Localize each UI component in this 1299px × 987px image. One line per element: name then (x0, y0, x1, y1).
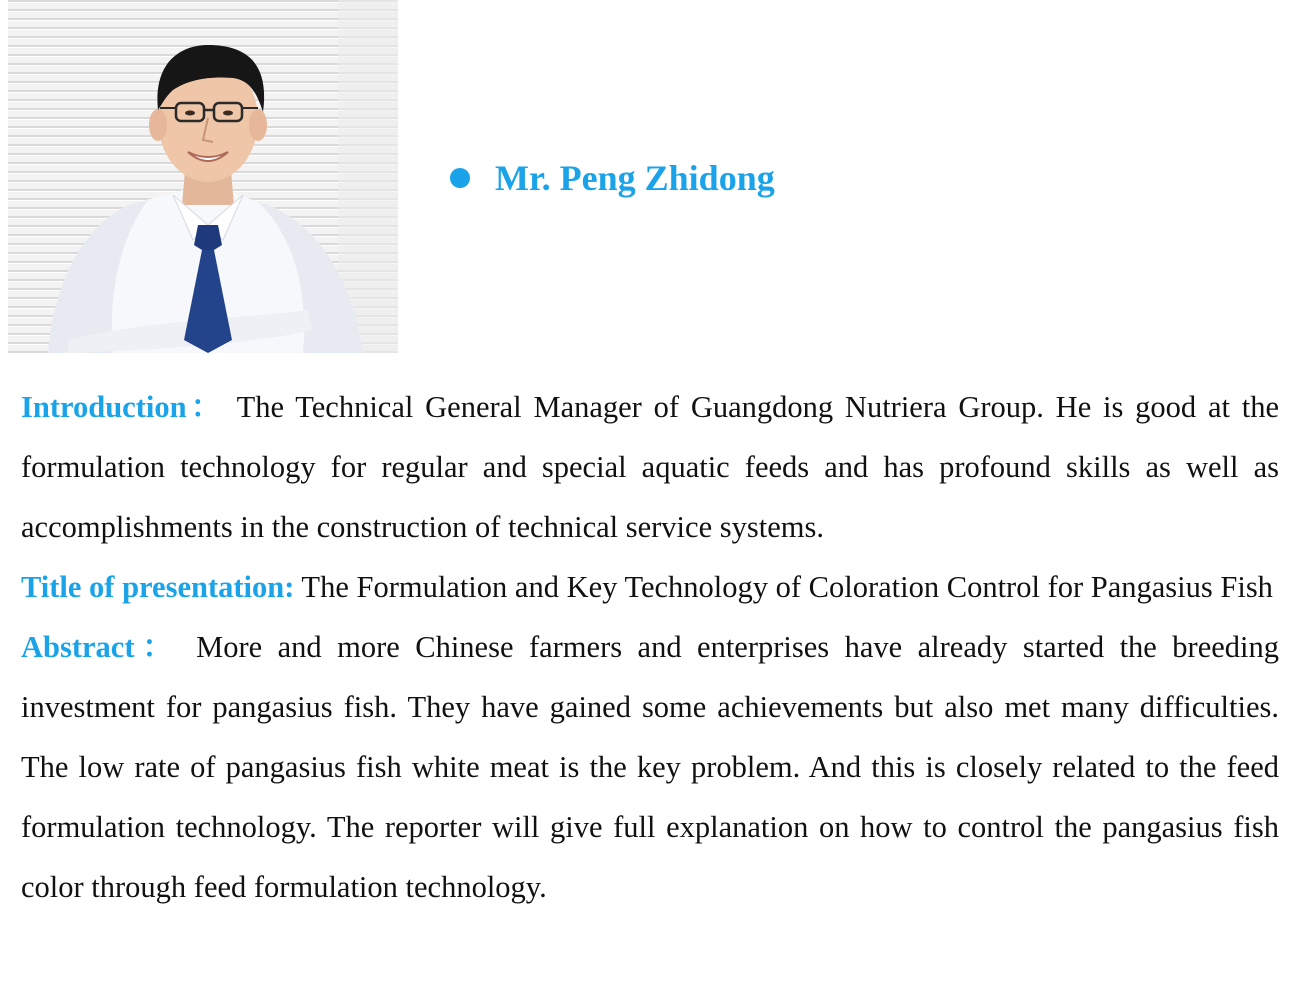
presentation-title: The Formulation and Key Technology of Coloration Control for Pangasius Fish (294, 570, 1273, 604)
speaker-photo (8, 0, 398, 353)
abstract-paragraph (21, 617, 1279, 917)
speaker-heading (450, 152, 775, 204)
bullet-icon (450, 168, 470, 188)
abstract-label: Abstract： (21, 630, 181, 664)
presentation-label: Title of presentation: (21, 570, 295, 604)
introduction-label: Introduction： (21, 390, 226, 424)
introduction-paragraph (21, 377, 1279, 557)
presentation-paragraph (21, 557, 1279, 617)
portrait-photo-icon (8, 0, 398, 353)
abstract-text: More and more Chinese farmers and enterprises have already started the breeding investment for pangasius fish. They have gained some achievements but also met many difficulties. The low rate of pangasius fish white meat is the key problem. And this is closely related to the feed formulation technology. The reporter will give full explanation on how to control the pangasius fish color through feed formulation technology. (21, 630, 1279, 904)
speaker-details (21, 377, 1279, 917)
introduction-text: The Technical General Manager of Guangdong Nutriera Group. He is good at the formulation technology for regular and special aquatic feeds and has profound skills as well as accomplishments in the construction of technical service systems. (21, 390, 1280, 544)
speaker-name: Mr. Peng Zhidong (495, 158, 775, 198)
